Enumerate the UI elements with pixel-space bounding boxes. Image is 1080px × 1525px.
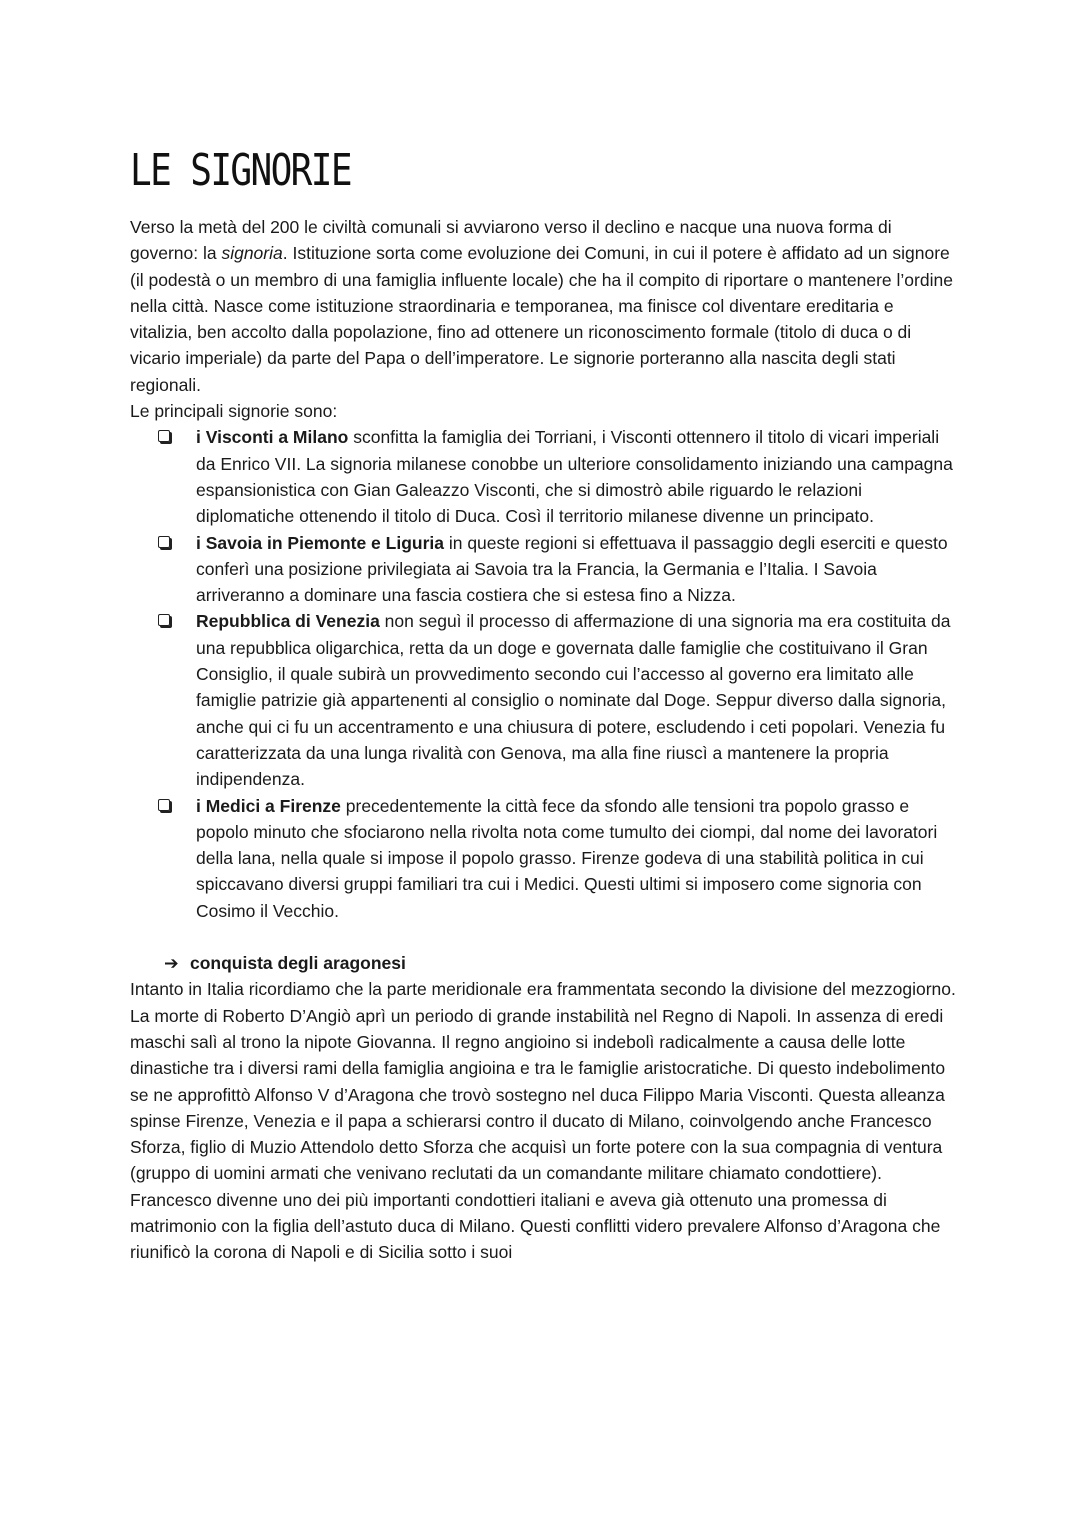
list-item-heading: i Medici a Firenze bbox=[196, 795, 341, 816]
signorie-list bbox=[130, 424, 960, 924]
aragonesi-paragraph: Intanto in Italia ricordiamo che la parte meridionale era frammentata secondo la divisione del mezzogiorno. La morte di Roberto D’Angiò aprì un periodo di grande instabilità nel Regno di Napoli. In assenza di eredi maschi salì al trono la nipote Giovanna. Il regno angioino si indebolì radicalmente a causa delle lotte dinastiche tra i diversi rami della famiglia angioina e tra le famiglie aristocratiche. Di questo indebolimento se ne approfittò Alfonso V d’Aragona che trovò sostegno nel duca Filippo Maria Visconti. Questa alleanza spinse Firenze, Venezia e il papa a schierarsi contro il ducato di Milano, coinvolgendo anche Francesco Sforza, figlio di Muzio Attendolo detto Sforza che acquisì un forte potere con la sua compagnia di ventura (gruppo di uomini armati che venivano reclutati da un comandante militare chiamato condottiere). Francesco divenne uno dei più importanti condottieri italiani e aveva già ottenuto una promessa di matrimonio con la figlia dell’astuto duca di Milano. Questi conflitti videro prevalere Alfonso d’Aragona che riunificò la corona di Napoli e di Sicilia sotto i suoi bbox=[130, 979, 956, 1263]
section-spacer bbox=[130, 924, 960, 950]
intro-text-part2: . Istituzione sorta come evoluzione dei Comuni, in cui il potere è affidato ad un signore (il podestà o un membro di una famiglia influente locale) che ha il compito di riportare o mantenere l’ordine nella città. Nasce come istituzione straordinaria e temporanea, ma finisce col diventare ereditaria e vitalizia, ben accolto dalla popolazione, fino ad ottenere un riconoscimento formale (titolo di duca o di vicario imperiale) da parte del Papa o dell’imperatore. Le signorie porteranno alla nascita degli stati regionali. bbox=[130, 243, 953, 395]
checkbox-bullet-icon bbox=[158, 799, 170, 811]
intro-emphasis-signoria: signoria bbox=[221, 243, 283, 264]
checkbox-bullet-icon bbox=[158, 614, 170, 626]
list-item-heading: i Visconti a Milano bbox=[196, 427, 349, 448]
list-intro: Le principali signorie sono: bbox=[130, 401, 338, 422]
list-item-heading: i Savoia in Piemonte e Liguria bbox=[196, 532, 444, 553]
arrow-right-icon: ➔ bbox=[164, 953, 179, 974]
list-item-text: non seguì il processo di affermazione di una signoria ma era costituita da una repubblica oligarchica, retta da un doge e governata dalle famiglie che costituivano il Gran Consiglio, il quale subirà un provvedimento secondo cui l’accesso al governo era limitato alle famiglie patrizie già appartenenti al consiglio o nominate dal Doge. Seppur diverso dalla signoria, anche qui ci fu un accentramento e una chiusura di potere, escludendo i ceti popolari. Venezia fu caratterizzata da una lunga rivalità con Genova, ma alla fine riuscì a mantenere la propria indipendenza. bbox=[196, 611, 951, 790]
list-item-savoia bbox=[156, 530, 960, 609]
document-page bbox=[130, 140, 960, 1266]
list-item-text: sconfitta la famiglia dei Torriani, i Visconti ottennero il titolo di vicari imperiali da Enrico VII. La signoria milanese conobbe un ulteriore consolidamento iniziando una campagna espansionistica con Gian Galeazzo Visconti, che si dimostrò abile riguardo le relazioni diplomatiche ottenendo il titolo di Duca. Così il territorio milanese divenne un principato. bbox=[196, 427, 953, 527]
intro-paragraph bbox=[130, 214, 960, 398]
checkbox-bullet-icon bbox=[158, 430, 170, 442]
list-item-heading: Repubblica di Venezia bbox=[196, 611, 380, 632]
intro-text-part1: Verso la metà del 200 le civiltà comunali si avviarono verso il declino e nacque una nuova forma di governo: la bbox=[130, 217, 892, 264]
list-item-text: precedentemente la città fece da sfondo alle tensioni tra popolo grasso e popolo minuto che sfociarono nella rivolta nota come tumulto dei ciompi, dal nome dei lavoratori della lana, nella quale si impose il popolo grasso. Firenze godeva di una stabilità politica in cui spiccavano diversi gruppi familiari tra cui i Medici. Questi ultimi si imposero come signoria con Cosimo il Vecchio. bbox=[196, 795, 938, 921]
page-title: LE SIGNORIE bbox=[130, 145, 351, 196]
section-heading-aragonesi bbox=[130, 950, 960, 976]
section-heading-text: conquista degli aragonesi bbox=[190, 953, 406, 974]
list-item-text: in queste regioni si effettuava il passaggio degli eserciti e questo conferì una posizione privilegiata ai Savoia tra la Francia, la Germania e l’Italia. I Savoia arriveranno a dominare una fascia costiera che si estesa fino a Nizza. bbox=[196, 532, 948, 606]
list-item-visconti bbox=[156, 424, 960, 529]
list-item-venezia bbox=[156, 608, 960, 792]
list-item-medici bbox=[156, 793, 960, 924]
checkbox-bullet-icon bbox=[158, 536, 170, 548]
